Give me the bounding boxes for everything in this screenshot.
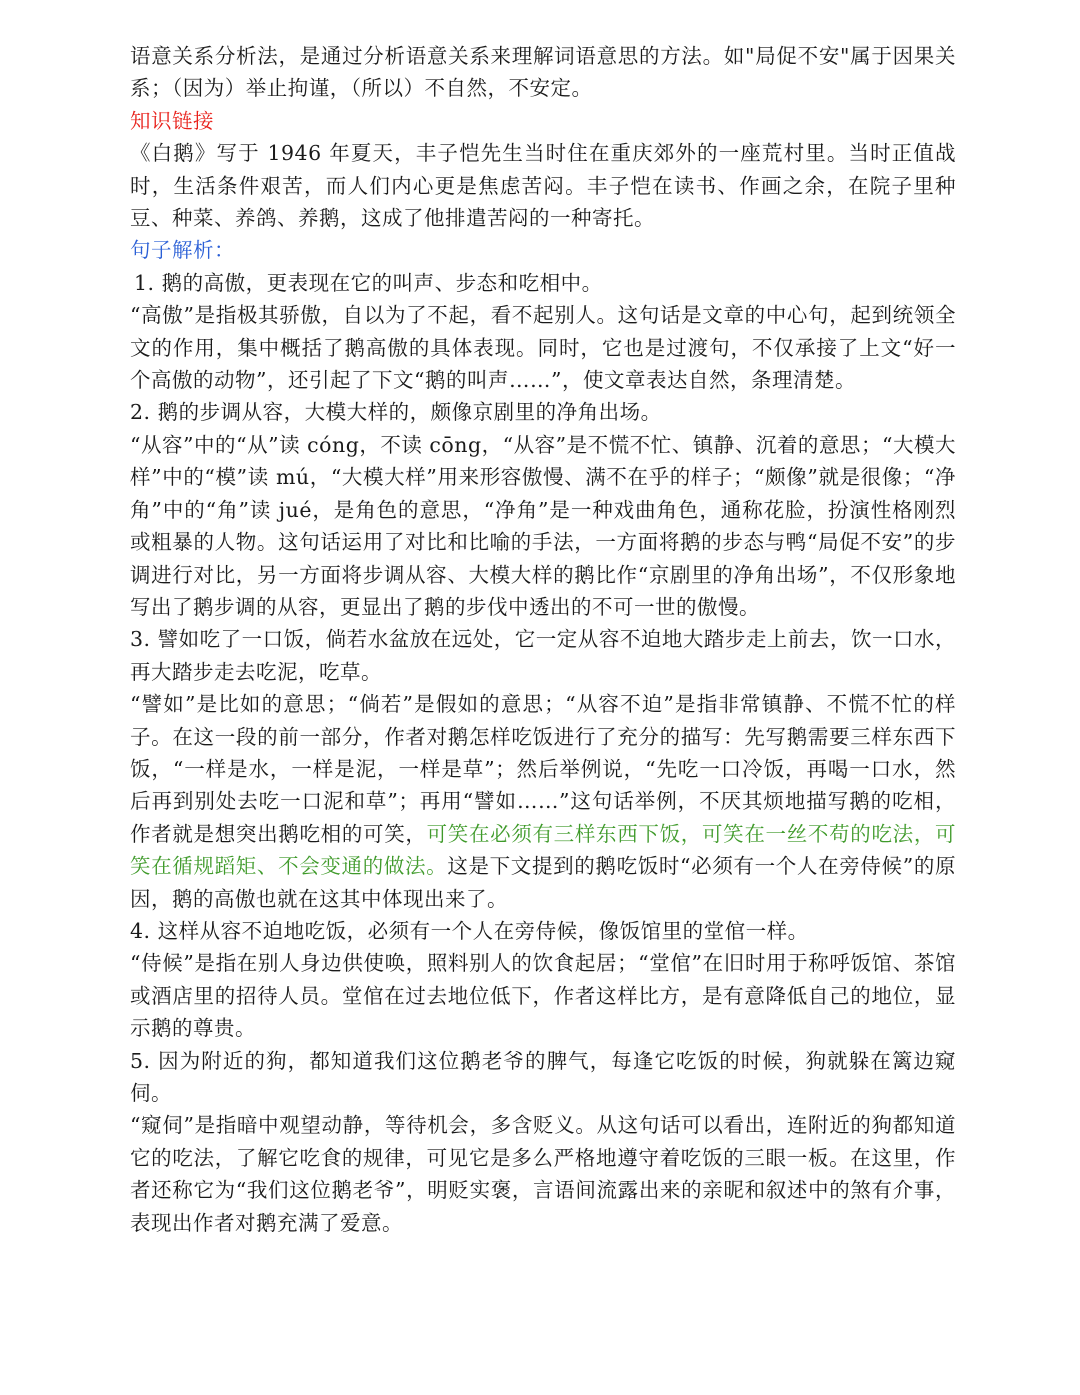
explanation-4: “侍候”是指在别人身边供使唤，照料别人的饮食起居；“堂倌”在旧时用于称呼饭馆、茶馆或酒店里的招待人员。堂倌在过去地位低下，作者这样比方，是有意降低自己的地位，显示鹅的尊贵。 <box>130 951 956 1041</box>
explanation-3 <box>130 688 956 915</box>
knowledge-heading: 知识链接 <box>130 108 214 133</box>
explanation-2: “从容”中的“从”读 cóng，不读 cōng，“从容”是不慌不忙、镇静、沉着的意思；“大模大样”中的“模”读 mú，“大模大样”用来形容傲慢、满不在乎的样子；“颇像”就是很像；“净角”中的“角”读 jué，是角色的意思，“净角”是一种戏曲角色，通称花脸，扮演性格刚烈或粗暴的人物。这句话运用了对比和比喻的手法，一方面将鹅的步态与鸭“局促不安”的步调进行对比，另一方面将步调从容、大模大样的鹅比作“京剧里的净角出场”，不仅形象地写出了鹅步调的从容，更显出了鹅的步伐中透出的不可一世的傲慢。 <box>130 432 956 619</box>
knowledge-paragraph: 《白鹅》写于 1946 年夏天，丰子恺先生当时住在重庆郊外的一座荒村里。当时正值战时，生活条件艰苦，而人们内心更是焦虑苦闷。丰子恺在读书、作画之余，在院子里种豆、种菜、养鸽、养鹅，这成了他排遣苦闷的一种寄托。 <box>130 141 956 231</box>
document-page <box>130 40 956 1239</box>
explanation-1: “高傲”是指极其骄傲，自以为了不起，看不起别人。这句话是文章的中心句，起到统领全文的作用，集中概括了鹅高傲的具体表现。同时，它也是过渡句，不仅承接了上文“好一个高傲的动物”，还引起了下文“鹅的叫声……”，使文章表达自然，条理清楚。 <box>130 303 956 393</box>
analysis-heading: 句子解析： <box>130 238 235 263</box>
sentence-3: 3. 譬如吃了一口饭，倘若水盆放在远处，它一定从容不迫地大踏步走上前去，饮一口水，再大踏步走去吃泥，吃草。 <box>130 627 956 684</box>
sentence-2: 2. 鹅的步调从容，大模大样的，颇像京剧里的净角出场。 <box>130 400 662 425</box>
sentence-4: 4. 这样从容不迫地吃饭，必须有一个人在旁侍候，像饭馆里的堂倌一样。 <box>130 918 809 943</box>
method-paragraph: 语意关系分析法，是通过分析语意关系来理解词语意思的方法。如"局促不安"属于因果关系；（因为）举止拘谨，（所以）不自然，不安定。 <box>130 44 956 101</box>
explanation-3-after: 这是下文提到的鹅吃饭时“必须有一个人在旁侍候”的原因，鹅的高傲也就在这其中体现出来了。 <box>130 854 956 911</box>
explanation-5: “窥伺”是指暗中观望动静，等待机会，多含贬义。从这句话可以看出，连附近的狗都知道它的吃法，了解它吃食的规律，可见它是多么严格地遵守着吃饭的三眼一板。在这里，作者还称它为“我们这位鹅老爷”，明贬实褒，言语间流露出来的亲昵和叙述中的煞有介事，表现出作者对鹅充满了爱意。 <box>130 1113 956 1235</box>
explanation-3-highlight: 可笑在必须有三样东西下饭，可笑在一丝不苟的吃法，可笑在循规蹈矩、不会变通的做法。 <box>130 821 956 879</box>
sentence-1: 1. 鹅的高傲，更表现在它的叫声、步态和吃相中。 <box>134 270 603 295</box>
explanation-3-before: “譬如”是比如的意思；“倘若”是假如的意思；“从容不迫”是指非常镇静、不慌不忙的样子。在这一段的前一部分，作者对鹅怎样吃饭进行了充分的描写：先写鹅需要三样东西下饭，“一样是水，一样是泥，一样是草”；然后举例说，“先吃一口冷饭，再喝一口水，然后再到别处去吃一口泥和草”；再用“譬如……”这句话举例，不厌其烦地描写鹅的吃相，作者就是想突出鹅吃相的可笑， <box>130 692 956 846</box>
sentence-5: 5. 因为附近的狗，都知道我们这位鹅老爷的脾气，每逢它吃饭的时候，狗就躲在篱边窥伺。 <box>130 1048 956 1105</box>
